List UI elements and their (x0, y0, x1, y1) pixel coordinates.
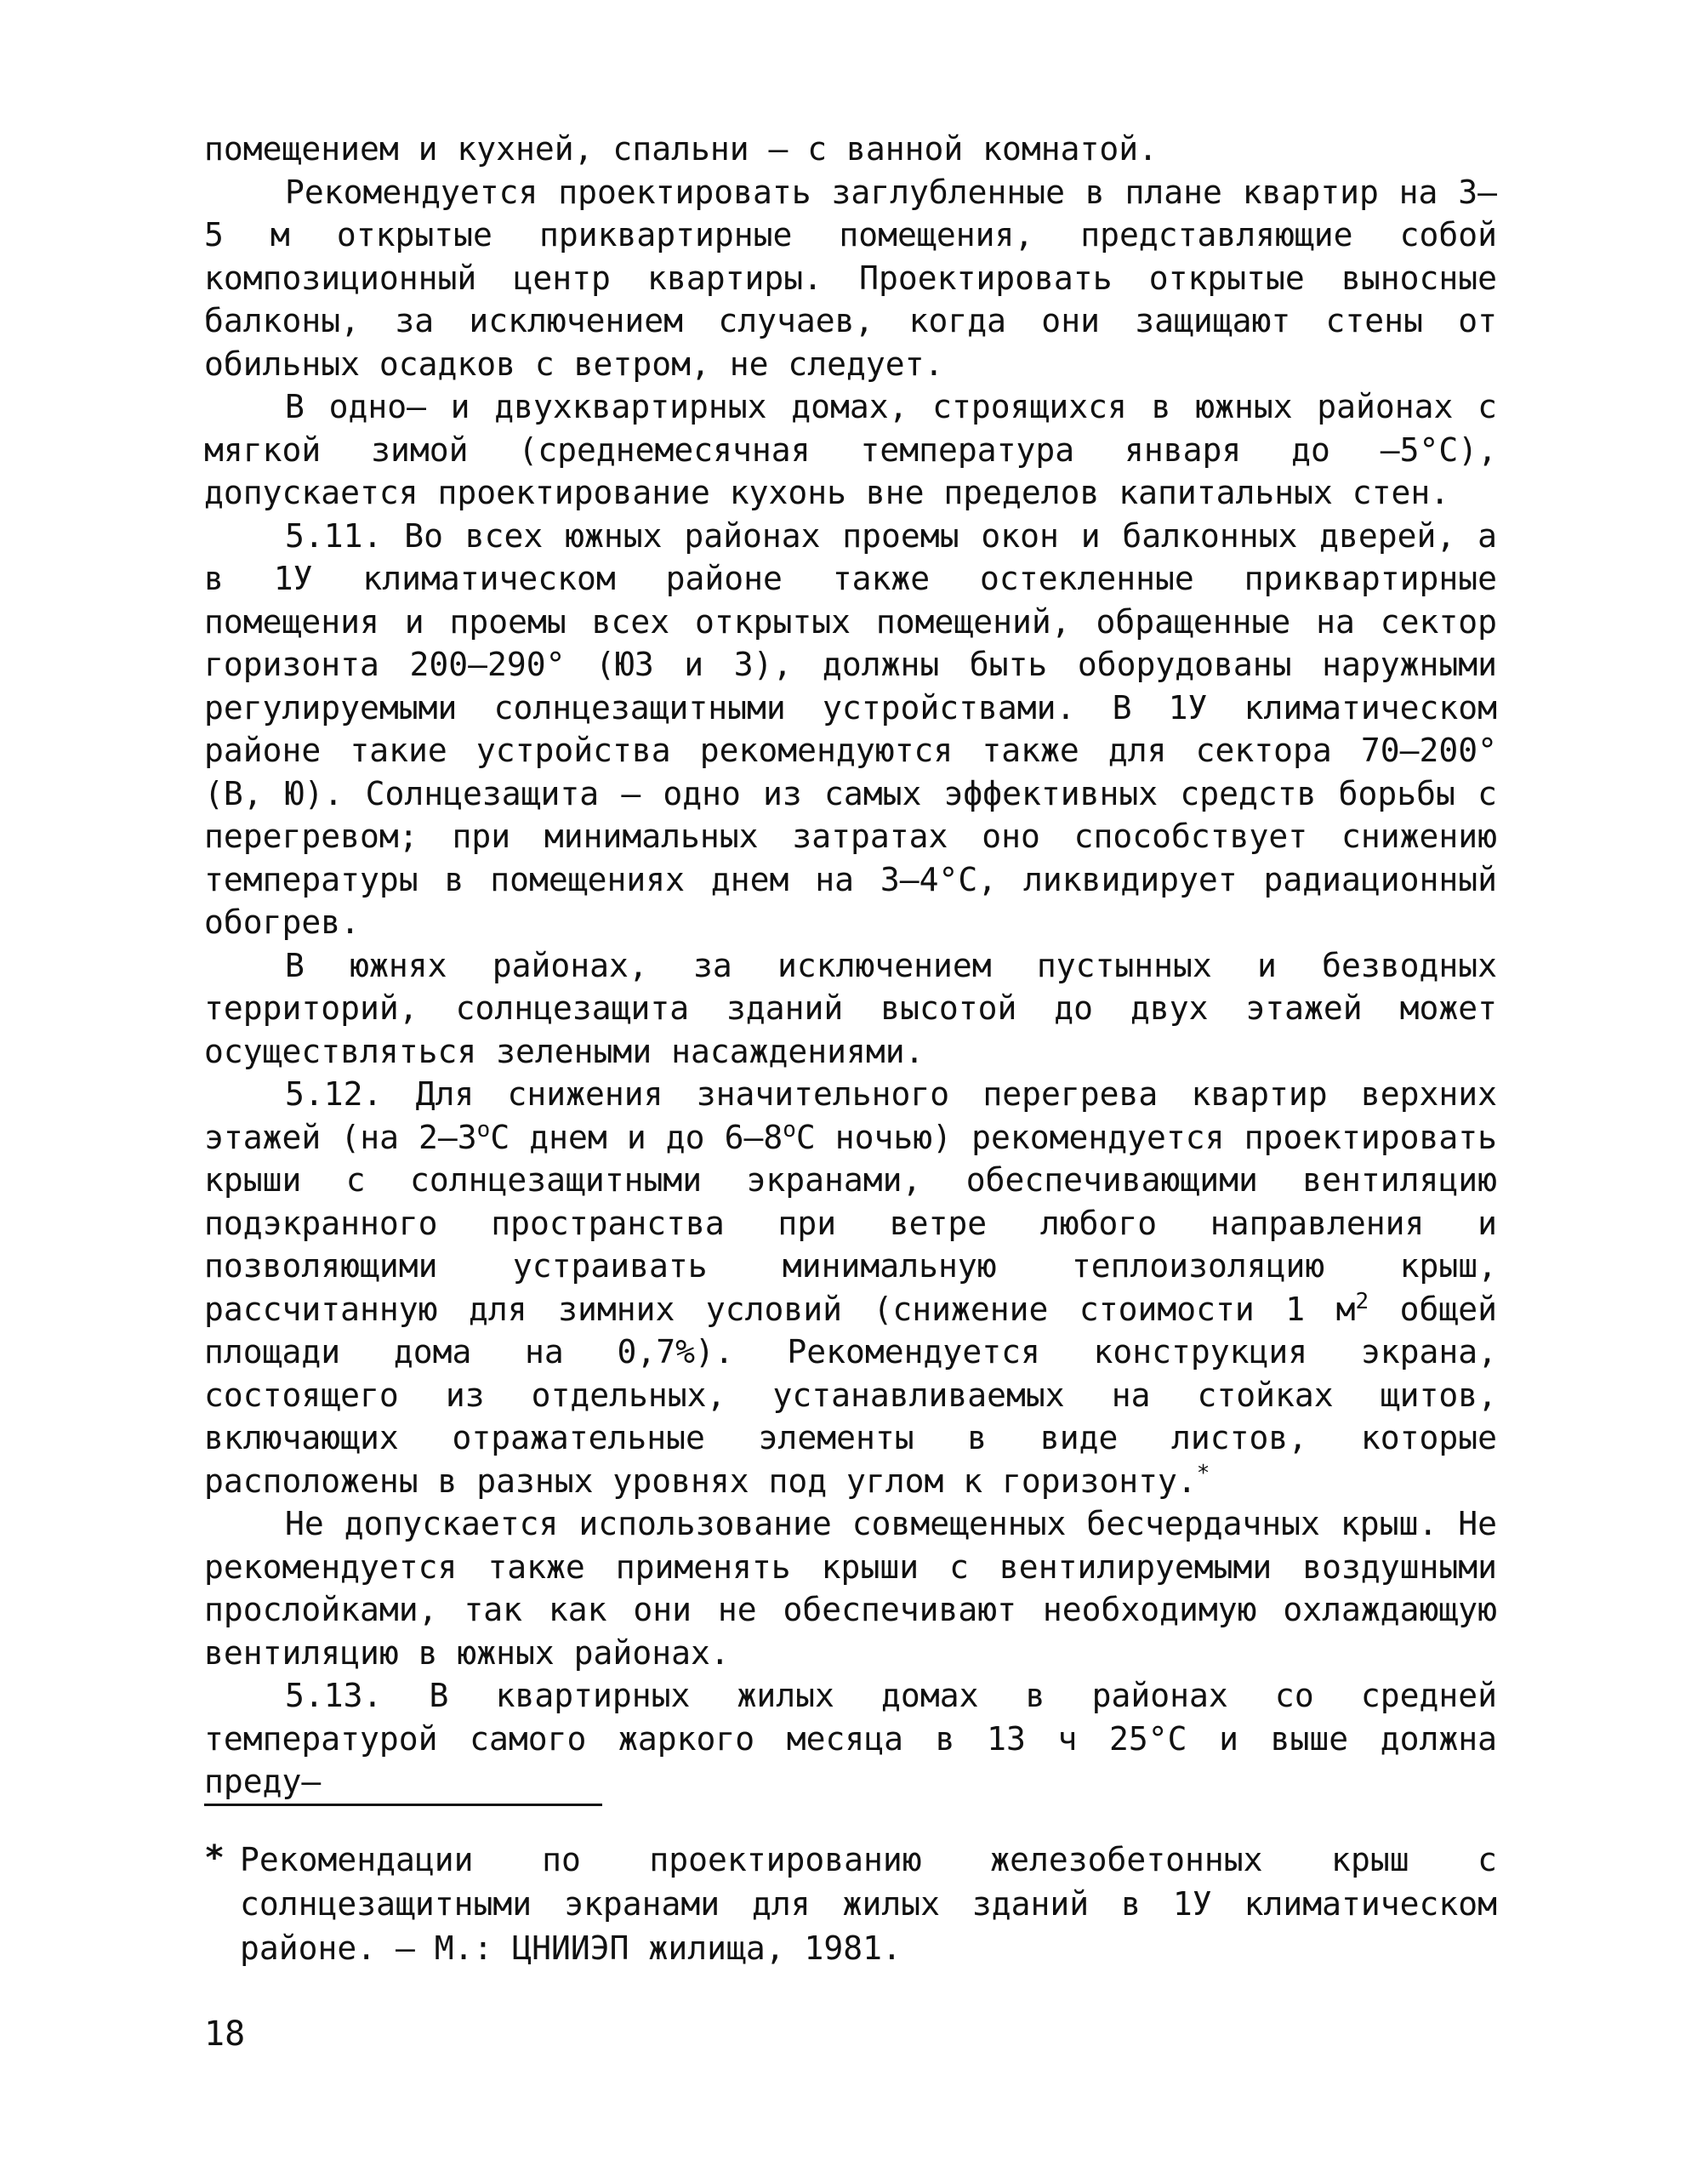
paragraph-kitchens: В одно– и двухквартирных домах, строящихся в южных районах с мягкой зимой (среднемесячная температура января до –5°С), допускается проектирование кухонь вне пределов капитальных стен. (204, 388, 1497, 511)
footnote-reference: * (1196, 1460, 1210, 1486)
paragraph-open-rooms: Рекомендуется проектировать заглубленные в плане квартир на 3–5 м открытые приквартирные помещения, представляющие собой композиционный центр квартиры. Проектировать открытые выносные балконы, за исключением случаев, когда они защищают стены от обильных осадков с ветром, не следует. (204, 173, 1497, 383)
document-page (204, 128, 1497, 1804)
paragraph-continuation: помещением и кухней, спальни – с ванной комнатой. (204, 130, 1159, 168)
footnote-divider (204, 1804, 602, 1806)
degree-mark-2: о (783, 1116, 796, 1143)
square-meter-superscript: 2 (1355, 1288, 1369, 1314)
paragraph-roofs: Не допускается использование совмещенных бесчердачных крыш. Не рекомендуется также применять крыши с вентилируемыми воздушными прослойками, так как они не обеспечивают необходимую охлаждающую вентиляцию в южных районах. (204, 1505, 1497, 1672)
paragraph-green-shading: В южнях районах, за исключением пустынных и безводных территорий, солнцезащита зданий высотой до двух этажей может осуществляться зелеными насаждениями. (204, 946, 1497, 1070)
paragraph-5-12 (204, 1073, 1497, 1502)
paragraph-5-12-part-4: общей площади дома на 0,7%). Рекомендуется конструкция экрана, состоящего из отдельных, устанавливаемых на стойках щитов, включающих отражательные элементы в виде листов, которые расположены в разных уровнях под углом к горизонту. (204, 1290, 1497, 1500)
footnote-text: Рекомендации по проектированию железобетонных крыш с солнцезащитными экранами для жилых зданий в 1У климатическом районе. – М.: ЦНИИЭП жилища, 1981. (240, 1841, 1497, 1967)
page-number: 18 (204, 2015, 246, 2054)
paragraph-5-12-part-2: С днем и до 6–8 (490, 1118, 783, 1156)
paragraph-5-11: 5.11. Во всех южных районах проемы окон и балконных дверей, а в 1У климатическом районе также остекленные приквартирные помещения и проемы всех открытых помещений, обращенные на сектор горизонта 200–290° (ЮЗ и З), должны быть оборудованы наружными регулируемыми солнцезащитными устройствами. В 1У климатическом районе такие устройства рекомендуются также для сектора 70–200° (В, Ю). Солнцезащита – одно из самых эффективных средств борьбы с перегревом; при минимальных затратах оно способствует снижению температуры в помещениях днем на 3–4°С, ликвидирует радиационный обогрев. (204, 516, 1497, 941)
paragraph-5-13: 5.13. В квартирных жилых домах в районах со средней температурой самого жаркого месяца в 13 ч 25°С и выше должна преду– (204, 1677, 1497, 1800)
footnote (204, 1838, 1497, 1970)
footnote-mark: * (204, 1838, 225, 1878)
paragraph-5-12-part-3: С ночью) рекомендуется проектировать крыши с солнцезащитными экранами, обеспечивающими вентиляцию подэкранного пространства при ветре любого направления и позволяющими устраивать минимальную теплоизоляцию крыш, рассчитанную для зимних условий (снижение стоимости 1 м (204, 1118, 1498, 1328)
paragraph-5-12-part-1: 5.12. Для снижения значительного перегрева квартир верхних этажей (на 2–3 (204, 1075, 1497, 1156)
degree-mark-1: о (476, 1116, 491, 1143)
